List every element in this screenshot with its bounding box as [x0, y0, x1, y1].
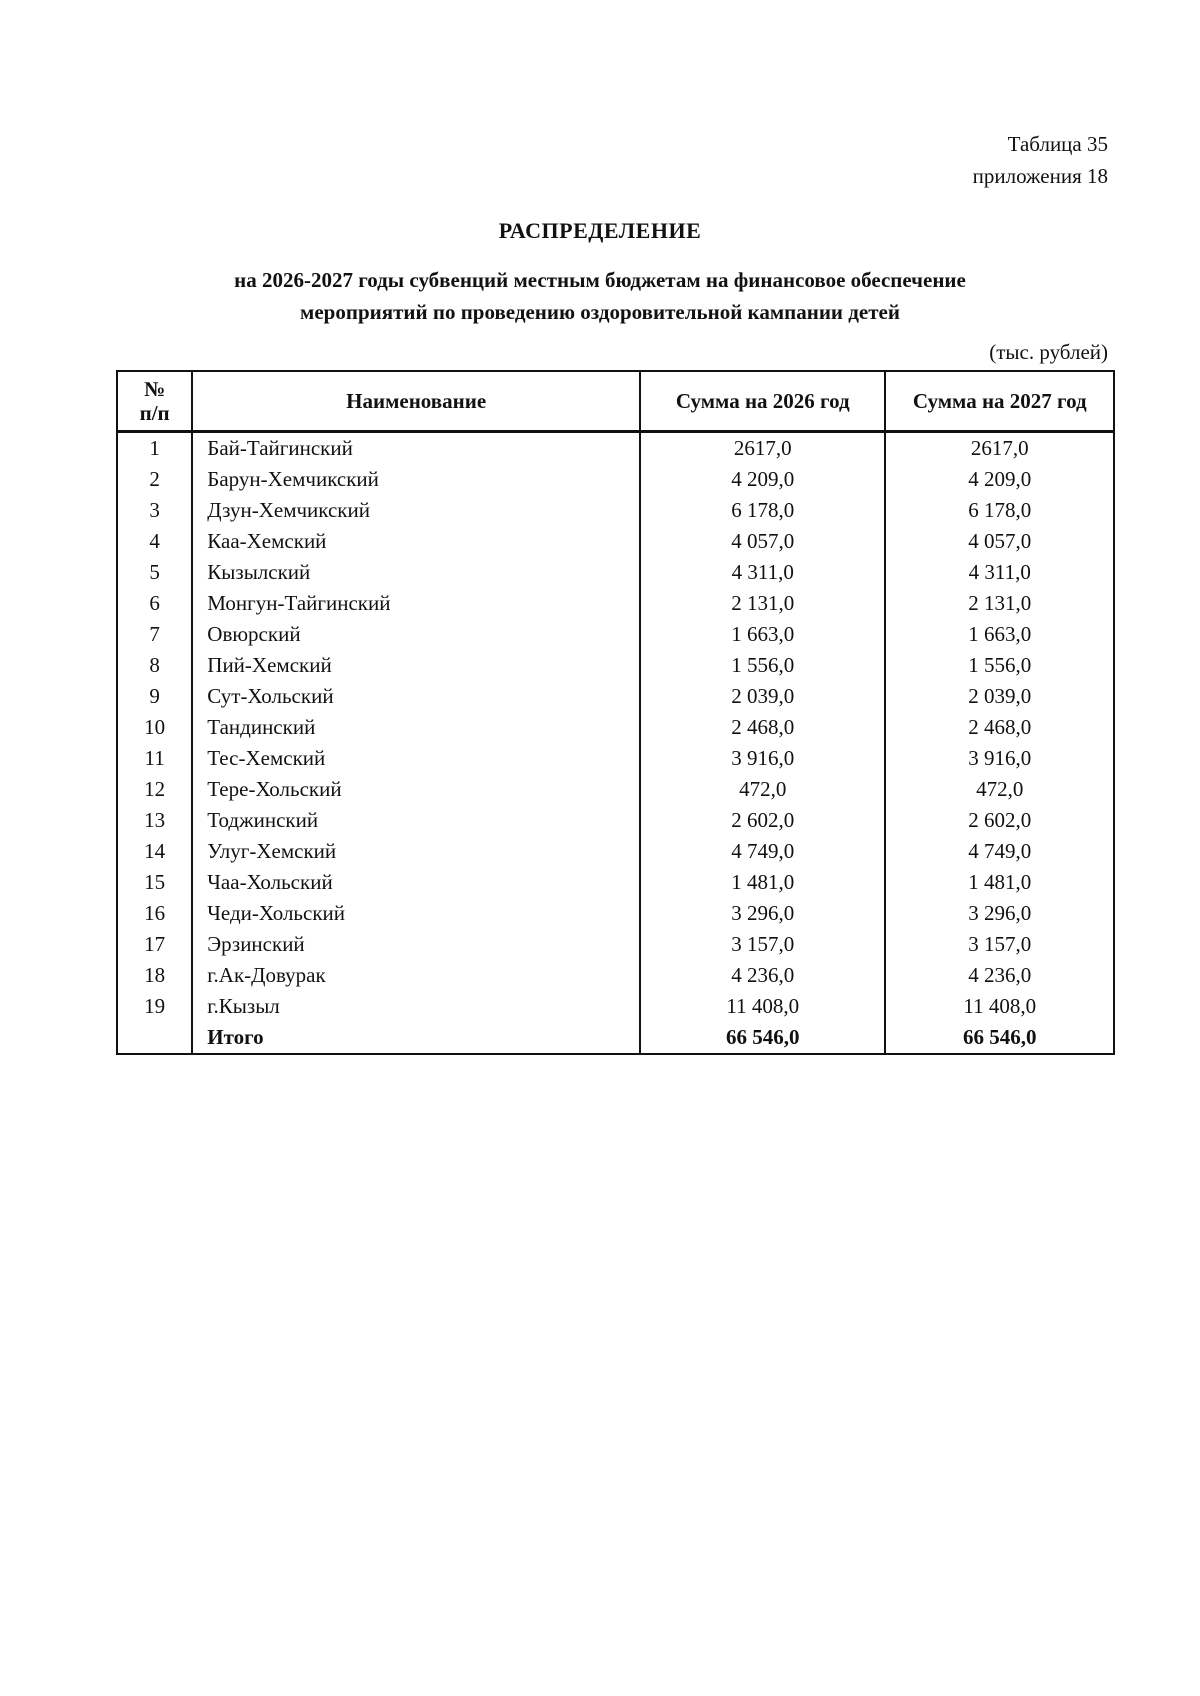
row-sum-2026: 2617,0 — [640, 432, 885, 465]
row-name: г.Ак-Довурак — [192, 960, 640, 991]
row-sum-2027: 1 481,0 — [885, 867, 1114, 898]
row-name: Монгун-Тайгинский — [192, 588, 640, 619]
row-name: Тере-Хольский — [192, 774, 640, 805]
row-sum-2027: 3 916,0 — [885, 743, 1114, 774]
row-name: Итого — [192, 1022, 640, 1054]
row-name: Пий-Хемский — [192, 650, 640, 681]
table-row — [117, 712, 1114, 743]
appendix-number: приложения 18 — [972, 164, 1108, 188]
row-sum-2026: 2 468,0 — [640, 712, 885, 743]
table-number: Таблица 35 — [1007, 132, 1108, 156]
row-number: 10 — [117, 712, 192, 743]
row-name: г.Кызыл — [192, 991, 640, 1022]
header-name: Наименование — [192, 371, 640, 432]
row-sum-2027: 11 408,0 — [885, 991, 1114, 1022]
header-number-symbol: № — [144, 377, 166, 401]
row-sum-2027: 3 157,0 — [885, 929, 1114, 960]
row-sum-2027: 4 209,0 — [885, 464, 1114, 495]
table-row — [117, 650, 1114, 681]
row-number: 3 — [117, 495, 192, 526]
table-body — [117, 432, 1114, 1055]
row-name: Тандинский — [192, 712, 640, 743]
table-row — [117, 867, 1114, 898]
row-sum-2027: 2 468,0 — [885, 712, 1114, 743]
row-sum-2026: 4 749,0 — [640, 836, 885, 867]
row-sum-2026: 4 311,0 — [640, 557, 885, 588]
row-sum-2027: 4 311,0 — [885, 557, 1114, 588]
table-row — [117, 929, 1114, 960]
table-row — [117, 495, 1114, 526]
row-name: Кызылский — [192, 557, 640, 588]
table-header-row — [117, 371, 1114, 432]
row-name: Барун-Хемчикский — [192, 464, 640, 495]
row-number: 11 — [117, 743, 192, 774]
row-sum-2027: 66 546,0 — [885, 1022, 1114, 1054]
row-number: 9 — [117, 681, 192, 712]
row-name: Улуг-Хемский — [192, 836, 640, 867]
row-name: Чеди-Хольский — [192, 898, 640, 929]
row-number: 8 — [117, 650, 192, 681]
table-row — [117, 836, 1114, 867]
row-sum-2026: 1 556,0 — [640, 650, 885, 681]
row-sum-2026: 3 296,0 — [640, 898, 885, 929]
table-row — [117, 743, 1114, 774]
row-sum-2026: 4 209,0 — [640, 464, 885, 495]
row-name: Бай-Тайгинский — [192, 432, 640, 465]
row-name: Эрзинский — [192, 929, 640, 960]
row-name: Тес-Хемский — [192, 743, 640, 774]
row-sum-2026: 11 408,0 — [640, 991, 885, 1022]
table-row — [117, 681, 1114, 712]
row-sum-2027: 1 556,0 — [885, 650, 1114, 681]
row-number: 7 — [117, 619, 192, 650]
row-sum-2027: 2617,0 — [885, 432, 1114, 465]
row-sum-2026: 2 131,0 — [640, 588, 885, 619]
row-sum-2027: 4 749,0 — [885, 836, 1114, 867]
row-number: 5 — [117, 557, 192, 588]
row-sum-2026: 1 481,0 — [640, 867, 885, 898]
distribution-table — [116, 370, 1115, 1055]
row-sum-2026: 2 039,0 — [640, 681, 885, 712]
row-number: 6 — [117, 588, 192, 619]
row-name: Чаа-Хольский — [192, 867, 640, 898]
table-row — [117, 432, 1114, 465]
row-name: Сут-Хольский — [192, 681, 640, 712]
row-sum-2027: 3 296,0 — [885, 898, 1114, 929]
table-row — [117, 464, 1114, 495]
table-row — [117, 898, 1114, 929]
row-number: 12 — [117, 774, 192, 805]
header-sum-2027: Сумма на 2027 год — [885, 371, 1114, 432]
subtitle-line-2: мероприятий по проведению оздоровительной кампании детей — [300, 300, 900, 324]
row-number — [117, 1022, 192, 1054]
row-name: Каа-Хемский — [192, 526, 640, 557]
row-number: 15 — [117, 867, 192, 898]
row-sum-2026: 3 916,0 — [640, 743, 885, 774]
row-sum-2027: 472,0 — [885, 774, 1114, 805]
table-row — [117, 588, 1114, 619]
row-name: Дзун-Хемчикский — [192, 495, 640, 526]
row-number: 17 — [117, 929, 192, 960]
row-number: 14 — [117, 836, 192, 867]
row-sum-2026: 2 602,0 — [640, 805, 885, 836]
units-label: (тыс. рублей) — [989, 340, 1108, 364]
row-sum-2027: 4 236,0 — [885, 960, 1114, 991]
row-sum-2026: 4 236,0 — [640, 960, 885, 991]
row-number: 18 — [117, 960, 192, 991]
table-row — [117, 805, 1114, 836]
header-number — [117, 371, 192, 432]
header-number-abbr: п/п — [139, 401, 170, 425]
row-number: 2 — [117, 464, 192, 495]
table-row — [117, 991, 1114, 1022]
row-sum-2026: 6 178,0 — [640, 495, 885, 526]
row-sum-2026: 472,0 — [640, 774, 885, 805]
row-sum-2027: 6 178,0 — [885, 495, 1114, 526]
table-total-row — [117, 1022, 1114, 1054]
table-row — [117, 960, 1114, 991]
row-name: Тоджинский — [192, 805, 640, 836]
table-row — [117, 774, 1114, 805]
row-number: 1 — [117, 432, 192, 465]
table-row — [117, 557, 1114, 588]
row-number: 19 — [117, 991, 192, 1022]
row-sum-2027: 4 057,0 — [885, 526, 1114, 557]
row-sum-2026: 4 057,0 — [640, 526, 885, 557]
table-row — [117, 526, 1114, 557]
row-number: 16 — [117, 898, 192, 929]
table-reference — [973, 128, 1108, 192]
row-sum-2026: 66 546,0 — [640, 1022, 885, 1054]
document-title: РАСПРЕДЕЛЕНИЕ — [498, 218, 702, 243]
row-name: Овюрский — [192, 619, 640, 650]
row-sum-2026: 3 157,0 — [640, 929, 885, 960]
header-sum-2026: Сумма на 2026 год — [640, 371, 885, 432]
row-sum-2027: 2 039,0 — [885, 681, 1114, 712]
document-subtitle — [150, 264, 1050, 328]
row-sum-2027: 2 602,0 — [885, 805, 1114, 836]
subtitle-line-1: на 2026-2027 годы субвенций местным бюджетам на финансовое обеспечение — [234, 268, 966, 292]
row-sum-2027: 2 131,0 — [885, 588, 1114, 619]
row-sum-2026: 1 663,0 — [640, 619, 885, 650]
row-sum-2027: 1 663,0 — [885, 619, 1114, 650]
row-number: 13 — [117, 805, 192, 836]
row-number: 4 — [117, 526, 192, 557]
table-row — [117, 619, 1114, 650]
